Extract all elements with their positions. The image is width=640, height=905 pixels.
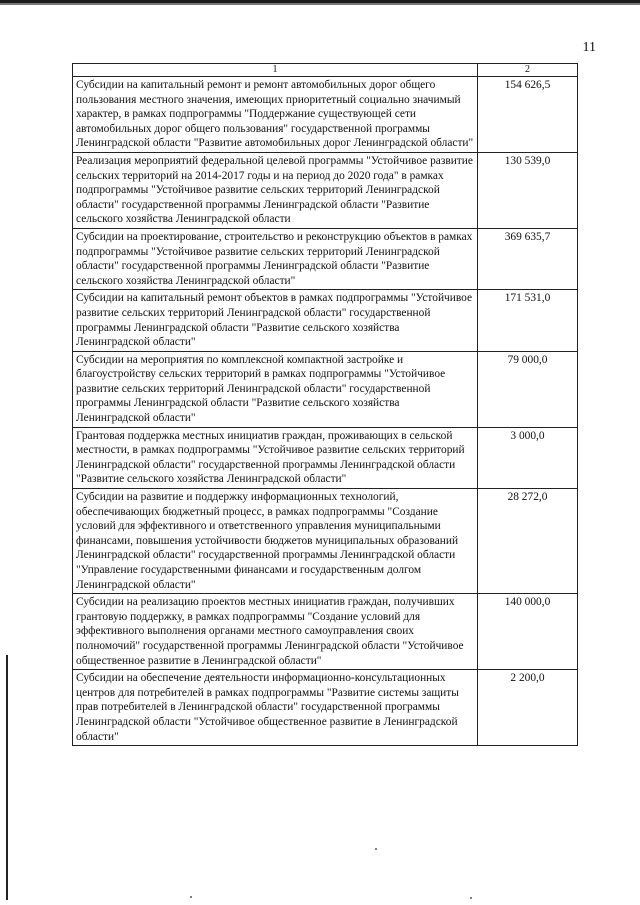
row-description: Субсидии на мероприятия по комплексной компактной застройке и благоустройству сельских территорий в рамках подпрограммы "Устойчивое развитие сельских территорий Ленинградской области" государственной программы Ленинградской области "Развитие сельского хозяйства Ленинградской области"	[73, 351, 478, 427]
table-row	[73, 427, 578, 488]
row-description: Субсидии на капитальный ремонт и ремонт автомобильных дорог общего пользования местного значения, имеющих приоритетный социально значимый характер, в рамках подпрограммы "Поддержание существующей сети автомобильных дорог общего пользования" государственной программы Ленинградской области "Развитие автомобильных дорог Ленинградской области"	[73, 77, 478, 153]
row-description: Субсидии на развитие и поддержку информационных технологий, обеспечивающих бюджетный процесс, в рамках подпрограммы "Создание условий для эффективного и ответственного управления муниципальными финансами, повышения устойчивости бюджетов муниципальных образований Ленинградской области" государственной программы Ленинградской области "Управление государственными финансами и государственным долгом Ленинградской области"	[73, 489, 478, 594]
table-row	[73, 77, 578, 153]
column-header-1: 1	[73, 64, 478, 77]
row-amount: 154 626,5	[478, 77, 578, 153]
column-header-2: 2	[478, 64, 578, 77]
table-row	[73, 152, 578, 228]
table-row	[73, 670, 578, 746]
row-description: Субсидии на обеспечение деятельности информационно-консультационных центров для потребителей в рамках подпрограммы "Развитие системы защиты прав потребителей в Ленинградской области" государственной программы Ленинградской области "Устойчивое общественное развитие в Ленинградской области"	[73, 670, 478, 746]
row-description: Субсидии на капитальный ремонт объектов в рамках подпрограммы "Устойчивое развитие сельских территорий Ленинградской области" государственной программы Ленинградской области "Развитие сельского хозяйства Ленинградской области"	[73, 290, 478, 351]
scan-margin-mark	[6, 655, 8, 900]
table-header-row	[73, 64, 578, 77]
row-description: Грантовая поддержка местных инициатив граждан, проживающих в сельской местности, в рамках подпрограммы "Устойчивое развитие сельских территорий Ленинградской области" государственной программы Ленинградской области "Развитие сельского хозяйства Ленинградской области"	[73, 427, 478, 488]
row-amount: 2 200,0	[478, 670, 578, 746]
row-amount: 171 531,0	[478, 290, 578, 351]
table-row	[73, 594, 578, 670]
table-row	[73, 351, 578, 427]
row-amount: 140 000,0	[478, 594, 578, 670]
row-amount: 3 000,0	[478, 427, 578, 488]
row-description: Субсидии на проектирование, строительство и реконструкцию объектов в рамках подпрограммы "Устойчивое развитие сельских территорий Ленинградской области" государственной программы Ленинградской области "Развитие сельского хозяйства Ленинградской области"	[73, 228, 478, 289]
scan-speck	[470, 897, 472, 899]
table-row	[73, 290, 578, 351]
scan-speck	[375, 848, 377, 850]
table-row	[73, 489, 578, 594]
row-description: Реализация мероприятий федеральной целевой программы "Устойчивое развитие сельских территорий на 2014-2017 годы и на период до 2020 года" в рамках подпрограммы "Устойчивое развитие сельских территорий Ленинградской области" государственной программы Ленинградской области "Развитие сельского хозяйства Ленинградской области	[73, 152, 478, 228]
budget-table	[72, 63, 578, 746]
row-amount: 130 539,0	[478, 152, 578, 228]
scan-speck	[190, 896, 192, 898]
page-number: 11	[582, 40, 596, 55]
row-amount: 79 000,0	[478, 351, 578, 427]
row-description: Субсидии на реализацию проектов местных инициатив граждан, получивших грантовую поддержку, в рамках подпрограммы "Создание условий для эффективного выполнения органами местного самоуправления своих полномочий" государственной программы Ленинградской области "Устойчивое общественное развитие в Ленинградской области"	[73, 594, 478, 670]
row-amount: 28 272,0	[478, 489, 578, 594]
row-amount: 369 635,7	[478, 228, 578, 289]
table-row	[73, 228, 578, 289]
scan-top-edge-shadow	[0, 3, 640, 5]
